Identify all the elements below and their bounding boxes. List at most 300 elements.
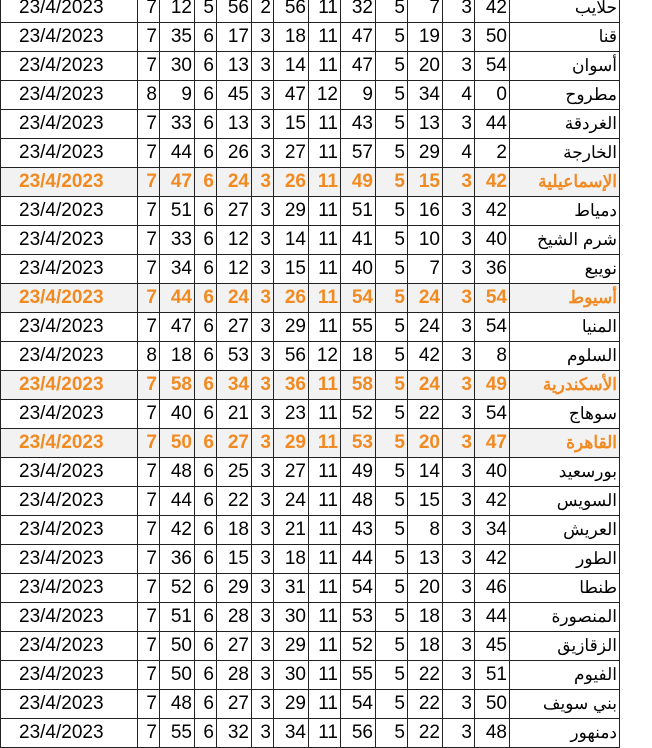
time-value-cell[interactable]: 44	[160, 139, 195, 168]
time-value-cell[interactable]: 3	[443, 487, 475, 516]
time-value-cell[interactable]: 29	[274, 197, 309, 226]
time-value-cell[interactable]: 3	[443, 690, 475, 719]
time-value-cell[interactable]: 5	[195, 0, 217, 23]
time-value-cell[interactable]: 26	[274, 168, 309, 197]
time-value-cell[interactable]: 6	[195, 690, 217, 719]
city-name-cell[interactable]: السلوم	[510, 342, 620, 371]
time-value-cell[interactable]: 7	[138, 545, 160, 574]
time-value-cell[interactable]: 54	[341, 284, 376, 313]
time-value-cell[interactable]: 31	[274, 574, 309, 603]
time-value-cell[interactable]: 7	[138, 52, 160, 81]
time-value-cell[interactable]: 47	[341, 23, 376, 52]
city-name-cell[interactable]: دمياط	[510, 197, 620, 226]
time-value-cell[interactable]: 5	[376, 487, 408, 516]
time-value-cell[interactable]: 8	[475, 342, 510, 371]
time-value-cell[interactable]: 22	[408, 719, 443, 748]
time-value-cell[interactable]: 6	[195, 603, 217, 632]
time-value-cell[interactable]: 21	[274, 516, 309, 545]
time-value-cell[interactable]: 3	[443, 52, 475, 81]
time-value-cell[interactable]: 18	[160, 342, 195, 371]
time-value-cell[interactable]: 27	[274, 139, 309, 168]
time-value-cell[interactable]: 29	[274, 690, 309, 719]
time-value-cell[interactable]: 11	[309, 400, 341, 429]
time-value-cell[interactable]: 8	[408, 516, 443, 545]
time-value-cell[interactable]: 27	[274, 458, 309, 487]
time-value-cell[interactable]: 24	[217, 284, 252, 313]
time-value-cell[interactable]: 8	[138, 342, 160, 371]
time-value-cell[interactable]: 13	[217, 52, 252, 81]
time-value-cell[interactable]: 55	[341, 661, 376, 690]
time-value-cell[interactable]: 30	[160, 52, 195, 81]
time-value-cell[interactable]: 11	[309, 284, 341, 313]
time-value-cell[interactable]: 3	[252, 342, 274, 371]
date-cell[interactable]: 23/4/2023	[1, 545, 138, 574]
time-value-cell[interactable]: 52	[341, 400, 376, 429]
time-value-cell[interactable]: 5	[376, 313, 408, 342]
city-name-cell[interactable]: السويس	[510, 487, 620, 516]
time-value-cell[interactable]: 3	[252, 632, 274, 661]
time-value-cell[interactable]: 3	[443, 284, 475, 313]
time-value-cell[interactable]: 22	[217, 487, 252, 516]
time-value-cell[interactable]: 35	[160, 23, 195, 52]
time-value-cell[interactable]: 3	[252, 603, 274, 632]
time-value-cell[interactable]: 45	[475, 632, 510, 661]
time-value-cell[interactable]: 7	[408, 0, 443, 23]
time-value-cell[interactable]: 41	[341, 226, 376, 255]
time-value-cell[interactable]: 53	[341, 603, 376, 632]
time-value-cell[interactable]: 7	[138, 168, 160, 197]
time-value-cell[interactable]: 5	[376, 690, 408, 719]
time-value-cell[interactable]: 58	[160, 371, 195, 400]
time-value-cell[interactable]: 6	[195, 284, 217, 313]
time-value-cell[interactable]: 54	[341, 690, 376, 719]
time-value-cell[interactable]: 11	[309, 429, 341, 458]
time-value-cell[interactable]: 5	[376, 371, 408, 400]
time-value-cell[interactable]: 18	[274, 23, 309, 52]
time-value-cell[interactable]: 36	[160, 545, 195, 574]
time-value-cell[interactable]: 5	[376, 110, 408, 139]
time-value-cell[interactable]: 40	[160, 400, 195, 429]
time-value-cell[interactable]: 34	[274, 719, 309, 748]
time-value-cell[interactable]: 13	[408, 545, 443, 574]
time-value-cell[interactable]: 54	[475, 52, 510, 81]
time-value-cell[interactable]: 22	[408, 400, 443, 429]
time-value-cell[interactable]: 7	[138, 719, 160, 748]
time-value-cell[interactable]: 11	[309, 139, 341, 168]
time-value-cell[interactable]: 3	[443, 0, 475, 23]
date-cell[interactable]: 23/4/2023	[1, 255, 138, 284]
time-value-cell[interactable]: 5	[376, 545, 408, 574]
time-value-cell[interactable]: 6	[195, 574, 217, 603]
time-value-cell[interactable]: 3	[252, 574, 274, 603]
time-value-cell[interactable]: 3	[443, 371, 475, 400]
time-value-cell[interactable]: 3	[443, 545, 475, 574]
date-cell[interactable]: 23/4/2023	[1, 632, 138, 661]
time-value-cell[interactable]: 3	[252, 284, 274, 313]
time-value-cell[interactable]: 3	[252, 516, 274, 545]
time-value-cell[interactable]: 6	[195, 661, 217, 690]
time-value-cell[interactable]: 49	[341, 168, 376, 197]
time-value-cell[interactable]: 15	[217, 545, 252, 574]
date-cell[interactable]: 23/4/2023	[1, 284, 138, 313]
time-value-cell[interactable]: 3	[252, 719, 274, 748]
time-value-cell[interactable]: 36	[475, 255, 510, 284]
time-value-cell[interactable]: 3	[252, 23, 274, 52]
time-value-cell[interactable]: 20	[408, 574, 443, 603]
time-value-cell[interactable]: 6	[195, 139, 217, 168]
city-name-cell[interactable]: طنطا	[510, 574, 620, 603]
date-cell[interactable]: 23/4/2023	[1, 487, 138, 516]
time-value-cell[interactable]: 11	[309, 574, 341, 603]
time-value-cell[interactable]: 5	[376, 197, 408, 226]
time-value-cell[interactable]: 6	[195, 197, 217, 226]
time-value-cell[interactable]: 45	[217, 81, 252, 110]
time-value-cell[interactable]: 57	[341, 139, 376, 168]
time-value-cell[interactable]: 3	[443, 632, 475, 661]
time-value-cell[interactable]: 12	[217, 255, 252, 284]
time-value-cell[interactable]: 51	[160, 603, 195, 632]
time-value-cell[interactable]: 12	[309, 81, 341, 110]
time-value-cell[interactable]: 7	[138, 284, 160, 313]
time-value-cell[interactable]: 8	[138, 81, 160, 110]
city-name-cell[interactable]: أسيوط	[510, 284, 620, 313]
time-value-cell[interactable]: 54	[341, 574, 376, 603]
time-value-cell[interactable]: 7	[138, 661, 160, 690]
time-value-cell[interactable]: 3	[252, 168, 274, 197]
time-value-cell[interactable]: 40	[341, 255, 376, 284]
time-value-cell[interactable]: 43	[341, 516, 376, 545]
time-value-cell[interactable]: 3	[252, 458, 274, 487]
time-value-cell[interactable]: 3	[443, 313, 475, 342]
time-value-cell[interactable]: 3	[443, 255, 475, 284]
time-value-cell[interactable]: 15	[408, 487, 443, 516]
time-value-cell[interactable]: 42	[475, 545, 510, 574]
city-name-cell[interactable]: الإسماعيلية	[510, 168, 620, 197]
time-value-cell[interactable]: 7	[138, 255, 160, 284]
time-value-cell[interactable]: 44	[475, 603, 510, 632]
time-value-cell[interactable]: 5	[376, 284, 408, 313]
time-value-cell[interactable]: 28	[217, 603, 252, 632]
time-value-cell[interactable]: 49	[475, 371, 510, 400]
time-value-cell[interactable]: 5	[376, 168, 408, 197]
time-value-cell[interactable]: 7	[138, 0, 160, 23]
date-cell[interactable]: 23/4/2023	[1, 52, 138, 81]
time-value-cell[interactable]: 18	[217, 516, 252, 545]
time-value-cell[interactable]: 3	[443, 429, 475, 458]
time-value-cell[interactable]: 14	[274, 226, 309, 255]
time-value-cell[interactable]: 50	[160, 661, 195, 690]
time-value-cell[interactable]: 29	[217, 574, 252, 603]
city-name-cell[interactable]: أسوان	[510, 52, 620, 81]
time-value-cell[interactable]: 7	[138, 690, 160, 719]
time-value-cell[interactable]: 2	[252, 0, 274, 23]
time-value-cell[interactable]: 9	[160, 81, 195, 110]
city-name-cell[interactable]: الغردقة	[510, 110, 620, 139]
time-value-cell[interactable]: 6	[195, 632, 217, 661]
time-value-cell[interactable]: 47	[274, 81, 309, 110]
time-value-cell[interactable]: 5	[376, 632, 408, 661]
time-value-cell[interactable]: 7	[138, 574, 160, 603]
time-value-cell[interactable]: 44	[475, 110, 510, 139]
time-value-cell[interactable]: 52	[341, 632, 376, 661]
time-value-cell[interactable]: 50	[160, 429, 195, 458]
time-value-cell[interactable]: 6	[195, 52, 217, 81]
time-value-cell[interactable]: 34	[475, 516, 510, 545]
date-cell[interactable]: 23/4/2023	[1, 0, 138, 23]
time-value-cell[interactable]: 16	[408, 197, 443, 226]
time-value-cell[interactable]: 42	[475, 197, 510, 226]
time-value-cell[interactable]: 5	[376, 400, 408, 429]
city-name-cell[interactable]: دمنهور	[510, 719, 620, 748]
time-value-cell[interactable]: 48	[160, 690, 195, 719]
time-value-cell[interactable]: 18	[408, 632, 443, 661]
time-value-cell[interactable]: 36	[274, 371, 309, 400]
time-value-cell[interactable]: 6	[195, 23, 217, 52]
city-name-cell[interactable]: الأسكندرية	[510, 371, 620, 400]
date-cell[interactable]: 23/4/2023	[1, 342, 138, 371]
time-value-cell[interactable]: 34	[217, 371, 252, 400]
time-value-cell[interactable]: 42	[475, 487, 510, 516]
time-value-cell[interactable]: 6	[195, 168, 217, 197]
time-value-cell[interactable]: 11	[309, 226, 341, 255]
time-value-cell[interactable]: 21	[217, 400, 252, 429]
time-value-cell[interactable]: 6	[195, 255, 217, 284]
time-value-cell[interactable]: 29	[274, 632, 309, 661]
time-value-cell[interactable]: 44	[341, 545, 376, 574]
time-value-cell[interactable]: 27	[217, 690, 252, 719]
time-value-cell[interactable]: 5	[376, 52, 408, 81]
time-value-cell[interactable]: 11	[309, 545, 341, 574]
time-value-cell[interactable]: 7	[138, 458, 160, 487]
time-value-cell[interactable]: 7	[138, 139, 160, 168]
time-value-cell[interactable]: 40	[475, 226, 510, 255]
time-value-cell[interactable]: 7	[138, 632, 160, 661]
time-value-cell[interactable]: 54	[475, 400, 510, 429]
time-value-cell[interactable]: 13	[217, 110, 252, 139]
time-value-cell[interactable]: 30	[274, 661, 309, 690]
time-value-cell[interactable]: 46	[475, 574, 510, 603]
city-name-cell[interactable]: بني سويف	[510, 690, 620, 719]
time-value-cell[interactable]: 42	[160, 516, 195, 545]
time-value-cell[interactable]: 3	[252, 487, 274, 516]
time-value-cell[interactable]: 2	[475, 139, 510, 168]
time-value-cell[interactable]: 12	[217, 226, 252, 255]
time-value-cell[interactable]: 11	[309, 690, 341, 719]
time-value-cell[interactable]: 52	[160, 574, 195, 603]
date-cell[interactable]: 23/4/2023	[1, 690, 138, 719]
city-name-cell[interactable]: مطروح	[510, 81, 620, 110]
time-value-cell[interactable]: 56	[341, 719, 376, 748]
time-value-cell[interactable]: 15	[274, 110, 309, 139]
time-value-cell[interactable]: 48	[160, 458, 195, 487]
time-value-cell[interactable]: 25	[217, 458, 252, 487]
city-name-cell[interactable]: بورسعيد	[510, 458, 620, 487]
date-cell[interactable]: 23/4/2023	[1, 23, 138, 52]
time-value-cell[interactable]: 24	[217, 168, 252, 197]
time-value-cell[interactable]: 50	[475, 23, 510, 52]
time-value-cell[interactable]: 11	[309, 371, 341, 400]
time-value-cell[interactable]: 12	[160, 0, 195, 23]
time-value-cell[interactable]: 7	[138, 487, 160, 516]
time-value-cell[interactable]: 6	[195, 226, 217, 255]
time-value-cell[interactable]: 58	[341, 371, 376, 400]
time-value-cell[interactable]: 27	[217, 632, 252, 661]
time-value-cell[interactable]: 3	[252, 52, 274, 81]
time-value-cell[interactable]: 56	[217, 0, 252, 23]
date-cell[interactable]: 23/4/2023	[1, 110, 138, 139]
time-value-cell[interactable]: 3	[252, 139, 274, 168]
city-name-cell[interactable]: الفيوم	[510, 661, 620, 690]
time-value-cell[interactable]: 47	[475, 429, 510, 458]
time-value-cell[interactable]: 29	[408, 139, 443, 168]
time-value-cell[interactable]: 7	[138, 226, 160, 255]
time-value-cell[interactable]: 18	[274, 545, 309, 574]
date-cell[interactable]: 23/4/2023	[1, 429, 138, 458]
time-value-cell[interactable]: 40	[475, 458, 510, 487]
time-value-cell[interactable]: 3	[443, 661, 475, 690]
date-cell[interactable]: 23/4/2023	[1, 458, 138, 487]
time-value-cell[interactable]: 3	[252, 400, 274, 429]
time-value-cell[interactable]: 51	[160, 197, 195, 226]
time-value-cell[interactable]: 7	[138, 110, 160, 139]
city-name-cell[interactable]: حلايب	[510, 0, 620, 23]
time-value-cell[interactable]: 11	[309, 603, 341, 632]
time-value-cell[interactable]: 3	[252, 313, 274, 342]
time-value-cell[interactable]: 5	[376, 342, 408, 371]
time-value-cell[interactable]: 53	[341, 429, 376, 458]
time-value-cell[interactable]: 47	[160, 313, 195, 342]
time-value-cell[interactable]: 11	[309, 0, 341, 23]
time-value-cell[interactable]: 26	[274, 284, 309, 313]
time-value-cell[interactable]: 54	[475, 313, 510, 342]
time-value-cell[interactable]: 11	[309, 632, 341, 661]
time-value-cell[interactable]: 50	[475, 690, 510, 719]
time-value-cell[interactable]: 44	[160, 284, 195, 313]
date-cell[interactable]: 23/4/2023	[1, 603, 138, 632]
time-value-cell[interactable]: 29	[274, 429, 309, 458]
time-value-cell[interactable]: 6	[195, 81, 217, 110]
date-cell[interactable]: 23/4/2023	[1, 81, 138, 110]
date-cell[interactable]: 23/4/2023	[1, 139, 138, 168]
time-value-cell[interactable]: 43	[341, 110, 376, 139]
time-value-cell[interactable]: 3	[252, 429, 274, 458]
date-cell[interactable]: 23/4/2023	[1, 661, 138, 690]
time-value-cell[interactable]: 6	[195, 487, 217, 516]
time-value-cell[interactable]: 5	[376, 574, 408, 603]
time-value-cell[interactable]: 3	[443, 574, 475, 603]
city-name-cell[interactable]: العريش	[510, 516, 620, 545]
time-value-cell[interactable]: 3	[252, 197, 274, 226]
time-value-cell[interactable]: 3	[252, 690, 274, 719]
time-value-cell[interactable]: 22	[408, 690, 443, 719]
time-value-cell[interactable]: 3	[443, 110, 475, 139]
time-value-cell[interactable]: 15	[274, 255, 309, 284]
time-value-cell[interactable]: 7	[138, 371, 160, 400]
date-cell[interactable]: 23/4/2023	[1, 313, 138, 342]
time-value-cell[interactable]: 7	[138, 429, 160, 458]
city-name-cell[interactable]: شرم الشيخ	[510, 226, 620, 255]
date-cell[interactable]: 23/4/2023	[1, 400, 138, 429]
time-value-cell[interactable]: 34	[408, 81, 443, 110]
time-value-cell[interactable]: 27	[217, 429, 252, 458]
time-value-cell[interactable]: 3	[443, 516, 475, 545]
time-value-cell[interactable]: 48	[475, 719, 510, 748]
time-value-cell[interactable]: 55	[160, 719, 195, 748]
time-value-cell[interactable]: 11	[309, 255, 341, 284]
time-value-cell[interactable]: 5	[376, 226, 408, 255]
time-value-cell[interactable]: 11	[309, 719, 341, 748]
time-value-cell[interactable]: 14	[408, 458, 443, 487]
time-value-cell[interactable]: 6	[195, 400, 217, 429]
time-value-cell[interactable]: 9	[341, 81, 376, 110]
city-name-cell[interactable]: المنصورة	[510, 603, 620, 632]
time-value-cell[interactable]: 3	[252, 545, 274, 574]
time-value-cell[interactable]: 11	[309, 23, 341, 52]
time-value-cell[interactable]: 24	[408, 313, 443, 342]
time-value-cell[interactable]: 30	[274, 603, 309, 632]
time-value-cell[interactable]: 13	[408, 110, 443, 139]
time-value-cell[interactable]: 34	[160, 255, 195, 284]
time-value-cell[interactable]: 17	[217, 23, 252, 52]
date-cell[interactable]: 23/4/2023	[1, 197, 138, 226]
city-name-cell[interactable]: الطور	[510, 545, 620, 574]
time-value-cell[interactable]: 53	[217, 342, 252, 371]
time-value-cell[interactable]: 6	[195, 110, 217, 139]
date-cell[interactable]: 23/4/2023	[1, 226, 138, 255]
time-value-cell[interactable]: 42	[408, 342, 443, 371]
time-value-cell[interactable]: 5	[376, 661, 408, 690]
city-name-cell[interactable]: الزقازيق	[510, 632, 620, 661]
time-value-cell[interactable]: 20	[408, 429, 443, 458]
time-value-cell[interactable]: 26	[217, 139, 252, 168]
time-value-cell[interactable]: 47	[160, 168, 195, 197]
city-name-cell[interactable]: نويبع	[510, 255, 620, 284]
time-value-cell[interactable]: 3	[443, 603, 475, 632]
time-value-cell[interactable]: 6	[195, 429, 217, 458]
time-value-cell[interactable]: 5	[376, 458, 408, 487]
time-value-cell[interactable]: 6	[195, 342, 217, 371]
time-value-cell[interactable]: 29	[274, 313, 309, 342]
time-value-cell[interactable]: 11	[309, 197, 341, 226]
time-value-cell[interactable]: 7	[138, 313, 160, 342]
city-name-cell[interactable]: قنا	[510, 23, 620, 52]
time-value-cell[interactable]: 32	[217, 719, 252, 748]
time-value-cell[interactable]: 27	[217, 197, 252, 226]
time-value-cell[interactable]: 14	[274, 52, 309, 81]
time-value-cell[interactable]: 3	[252, 226, 274, 255]
time-value-cell[interactable]: 4	[443, 139, 475, 168]
time-value-cell[interactable]: 42	[475, 168, 510, 197]
time-value-cell[interactable]: 5	[376, 516, 408, 545]
time-value-cell[interactable]: 7	[138, 603, 160, 632]
time-value-cell[interactable]: 3	[252, 661, 274, 690]
time-value-cell[interactable]: 20	[408, 52, 443, 81]
time-value-cell[interactable]: 3	[443, 226, 475, 255]
time-value-cell[interactable]: 3	[443, 719, 475, 748]
time-value-cell[interactable]: 7	[408, 255, 443, 284]
time-value-cell[interactable]: 55	[341, 313, 376, 342]
time-value-cell[interactable]: 6	[195, 516, 217, 545]
time-value-cell[interactable]: 44	[160, 487, 195, 516]
time-value-cell[interactable]: 11	[309, 487, 341, 516]
time-value-cell[interactable]: 51	[341, 197, 376, 226]
time-value-cell[interactable]: 6	[195, 458, 217, 487]
time-value-cell[interactable]: 11	[309, 110, 341, 139]
time-value-cell[interactable]: 27	[217, 313, 252, 342]
time-value-cell[interactable]: 3	[443, 400, 475, 429]
time-value-cell[interactable]: 3	[252, 110, 274, 139]
time-value-cell[interactable]: 32	[341, 0, 376, 23]
